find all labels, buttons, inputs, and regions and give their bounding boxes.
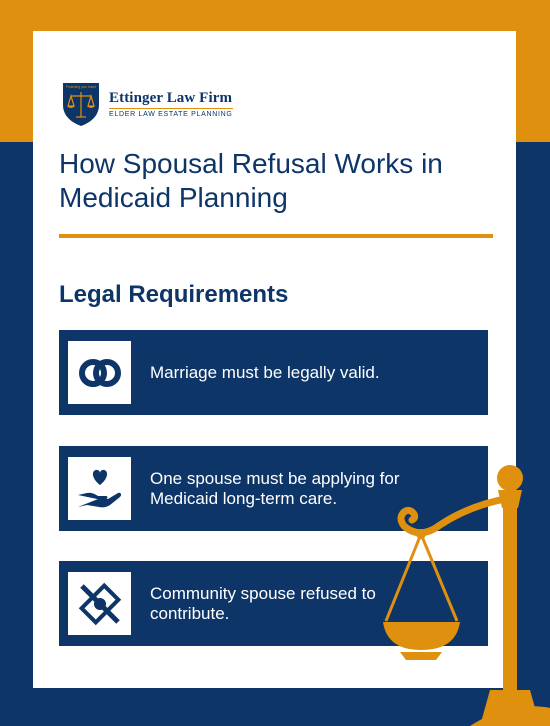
- icon-box: [68, 572, 131, 635]
- hand-heart-icon: [74, 463, 126, 515]
- firm-tagline: ELDER LAW ESTATE PLANNING: [109, 108, 233, 119]
- page-title: How Spousal Refusal Works in Medicaid Planning: [59, 148, 443, 213]
- crest-text: Protecting your future: [65, 85, 97, 89]
- shield-scale-icon: [61, 81, 101, 127]
- title-divider: [59, 234, 493, 238]
- section-heading: Legal Requirements: [59, 281, 289, 308]
- firm-name: Ettinger Law Firm: [109, 89, 233, 106]
- rings-icon: [74, 347, 126, 399]
- requirement-text: Marriage must be legally valid.: [150, 362, 380, 382]
- no-money-icon: [74, 578, 126, 630]
- requirement-card-applying: [59, 446, 488, 531]
- requirement-card-refused: [59, 561, 488, 646]
- icon-box: [68, 341, 131, 404]
- requirement-card-marriage: [59, 330, 488, 415]
- firm-logo: [61, 81, 233, 127]
- requirement-text: Community spouse refused to contribute.: [150, 583, 376, 623]
- content-card: [33, 31, 516, 688]
- icon-box: [68, 457, 131, 520]
- requirement-text: One spouse must be applying for Medicaid long-term care.: [150, 468, 400, 508]
